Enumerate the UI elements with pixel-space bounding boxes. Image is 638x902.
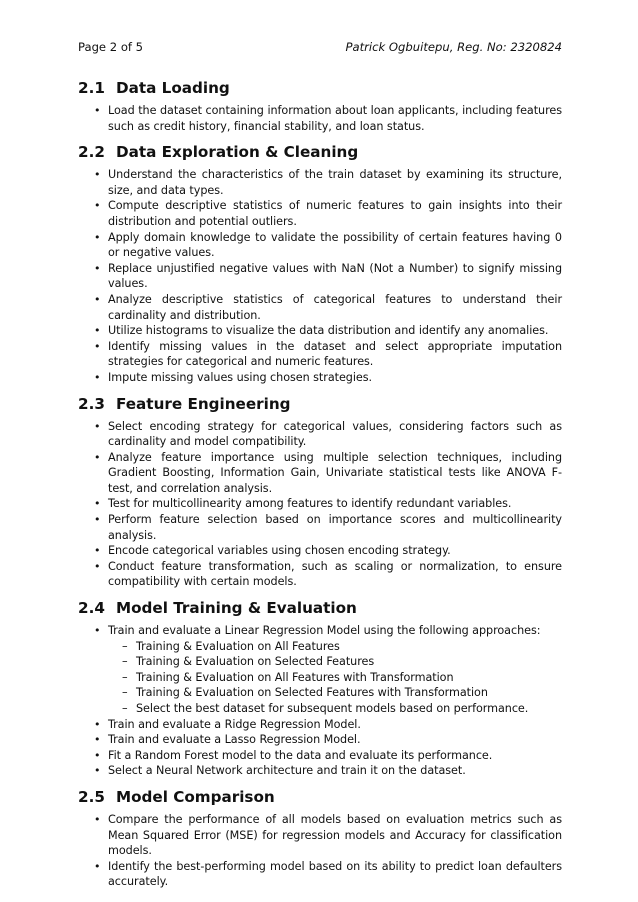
list-item-text: Train and evaluate a Lasso Regression Model. xyxy=(108,733,361,747)
bullet-icon: • xyxy=(94,419,101,433)
list-item-text: Test for multicollinearity among features to identify redundant variables. xyxy=(108,497,512,511)
bullet-list xyxy=(78,623,562,779)
section-heading xyxy=(78,598,562,618)
list-item-text: Compute descriptive statistics of numeric features to gain insights into their distribution and potential outliers. xyxy=(108,199,562,228)
list-item-text: Select encoding strategy for categorical values, considering factors such as cardinality and model compatibility. xyxy=(108,419,562,449)
list-item xyxy=(94,559,562,590)
bullet-icon: • xyxy=(94,717,101,731)
dash-icon: – xyxy=(122,702,128,715)
bullet-icon: • xyxy=(94,104,101,117)
dash-icon: – xyxy=(122,686,128,700)
section-2-3 xyxy=(78,394,562,591)
bullet-icon: • xyxy=(94,497,101,511)
list-item xyxy=(94,496,562,512)
list-item xyxy=(94,198,562,229)
bullet-icon: • xyxy=(94,324,101,338)
section-number: 2.5 xyxy=(78,787,105,806)
section-title: Data Exploration & Cleaning xyxy=(116,143,359,162)
section-heading xyxy=(78,78,562,98)
bullet-icon: • xyxy=(94,859,101,873)
sub-list-item xyxy=(122,670,562,686)
list-item xyxy=(94,292,562,323)
sub-list-item-text: Training & Evaluation on All Features with Transformation xyxy=(136,670,454,684)
sub-list xyxy=(108,639,562,717)
list-item-text: Understand the characteristics of the train dataset by examining its structure, size, and data types. xyxy=(108,168,562,197)
section-title: Model Comparison xyxy=(116,787,275,806)
sub-list-item xyxy=(122,639,562,655)
section-heading xyxy=(78,394,562,414)
list-item-text: Select a Neural Network architecture and train it on the dataset. xyxy=(108,764,466,778)
section-title: Model Training & Evaluation xyxy=(116,599,357,618)
bullet-list xyxy=(78,419,562,591)
dash-icon: – xyxy=(122,655,128,669)
list-item xyxy=(94,323,562,339)
list-item xyxy=(94,763,562,779)
list-item-text: Utilize histograms to visualize the data distribution and identify any anomalies. xyxy=(108,324,549,338)
list-item xyxy=(94,859,562,890)
bullet-list xyxy=(78,103,562,134)
list-item-text: Compare the performance of all models based on evaluation metrics such as Mean Squared Error (MSE) for regression models and Accuracy for classification models. xyxy=(108,812,562,858)
list-item-text: Encode categorical variables using chosen encoding strategy. xyxy=(108,544,451,558)
section-heading xyxy=(78,787,562,807)
sub-list-item xyxy=(122,654,562,670)
section-2-5 xyxy=(78,787,562,890)
section-heading xyxy=(78,142,562,162)
section-number: 2.4 xyxy=(78,599,105,618)
list-item xyxy=(94,230,562,261)
sub-list-item xyxy=(122,685,562,701)
page-header xyxy=(78,38,562,56)
list-item xyxy=(94,623,562,717)
document-page xyxy=(78,38,562,890)
bullet-icon: • xyxy=(94,748,101,762)
page-number: Page 2 of 5 xyxy=(78,40,144,54)
sub-list-item-text: Training & Evaluation on Selected Features xyxy=(136,655,375,669)
bullet-icon: • xyxy=(94,199,101,213)
bullet-list xyxy=(78,812,562,890)
bullet-icon: • xyxy=(94,292,101,306)
section-number: 2.2 xyxy=(78,143,105,162)
list-item xyxy=(94,103,562,134)
list-item-text: Identify missing values in the dataset and select appropriate imputation strategies for categorical and numeric features. xyxy=(108,339,562,369)
section-number: 2.1 xyxy=(78,79,105,97)
list-item-text: Load the dataset containing information about loan applicants, including features such as credit history, financial stability, and loan status. xyxy=(108,104,562,133)
list-item xyxy=(94,339,562,370)
sub-list-item-text: Training & Evaluation on All Features xyxy=(136,639,340,653)
list-item-text: Train and evaluate a Ridge Regression Model. xyxy=(108,717,361,731)
list-item xyxy=(94,370,562,386)
section-number: 2.3 xyxy=(78,394,105,413)
list-item-text: Fit a Random Forest model to the data and evaluate its performance. xyxy=(108,748,493,762)
bullet-icon: • xyxy=(94,733,101,747)
list-item xyxy=(94,543,562,559)
list-item xyxy=(94,512,562,543)
bullet-icon: • xyxy=(94,370,101,384)
list-item-text: Perform feature selection based on importance scores and multicollinearity analysis. xyxy=(108,513,562,542)
list-item xyxy=(94,419,562,450)
bullet-icon: • xyxy=(94,559,101,573)
bullet-list xyxy=(78,167,562,385)
list-item-text: Identify the best-performing model based on its ability to predict loan defaulters accurately. xyxy=(108,859,562,889)
section-2-2 xyxy=(78,142,562,385)
bullet-icon: • xyxy=(94,764,101,778)
bullet-icon: • xyxy=(94,230,101,244)
list-item-text: Apply domain knowledge to validate the possibility of certain features having 0 or negative values. xyxy=(108,230,562,260)
sub-list-item-text: Training & Evaluation on Selected Features with Transformation xyxy=(136,686,488,700)
bullet-icon: • xyxy=(94,812,101,826)
bullet-icon: • xyxy=(94,544,101,558)
list-item-text: Impute missing values using chosen strategies. xyxy=(108,370,373,384)
section-title: Data Loading xyxy=(116,79,230,97)
bullet-icon: • xyxy=(94,513,101,527)
list-item-text: Train and evaluate a Linear Regression Model using the following approaches: xyxy=(108,624,541,638)
section-2-1 xyxy=(78,78,562,134)
list-item xyxy=(94,812,562,859)
list-item-text: Conduct feature transformation, such as scaling or normalization, to ensure compatibility with certain models. xyxy=(108,559,562,589)
sub-list-item-text: Select the best dataset for subsequent models based on performance. xyxy=(136,702,529,715)
sub-list-item xyxy=(122,701,562,717)
list-item xyxy=(94,732,562,748)
bullet-icon: • xyxy=(94,339,101,353)
list-item-text: Analyze descriptive statistics of categorical features to understand their cardinality and distribution. xyxy=(108,292,562,322)
section-title: Feature Engineering xyxy=(116,394,291,413)
dash-icon: – xyxy=(122,670,128,684)
list-item xyxy=(94,261,562,292)
list-item xyxy=(94,450,562,497)
section-2-4 xyxy=(78,598,562,779)
bullet-icon: • xyxy=(94,624,101,638)
list-item xyxy=(94,717,562,733)
bullet-icon: • xyxy=(94,450,101,464)
bullet-icon: • xyxy=(94,168,101,182)
bullet-icon: • xyxy=(94,261,101,275)
sections-container xyxy=(78,78,562,890)
list-item-text: Analyze feature importance using multiple selection techniques, including Gradient Boosting, Information Gain, Univariate statistical tests like ANOVA F-test, and correlation analysis. xyxy=(108,450,562,495)
dash-icon: – xyxy=(122,639,128,653)
list-item xyxy=(94,167,562,198)
list-item xyxy=(94,748,562,764)
author-registration: Patrick Ogbuitepu, Reg. No: 2320824 xyxy=(345,40,562,54)
list-item-text: Replace unjustified negative values with NaN (Not a Number) to signify missing values. xyxy=(108,261,562,291)
